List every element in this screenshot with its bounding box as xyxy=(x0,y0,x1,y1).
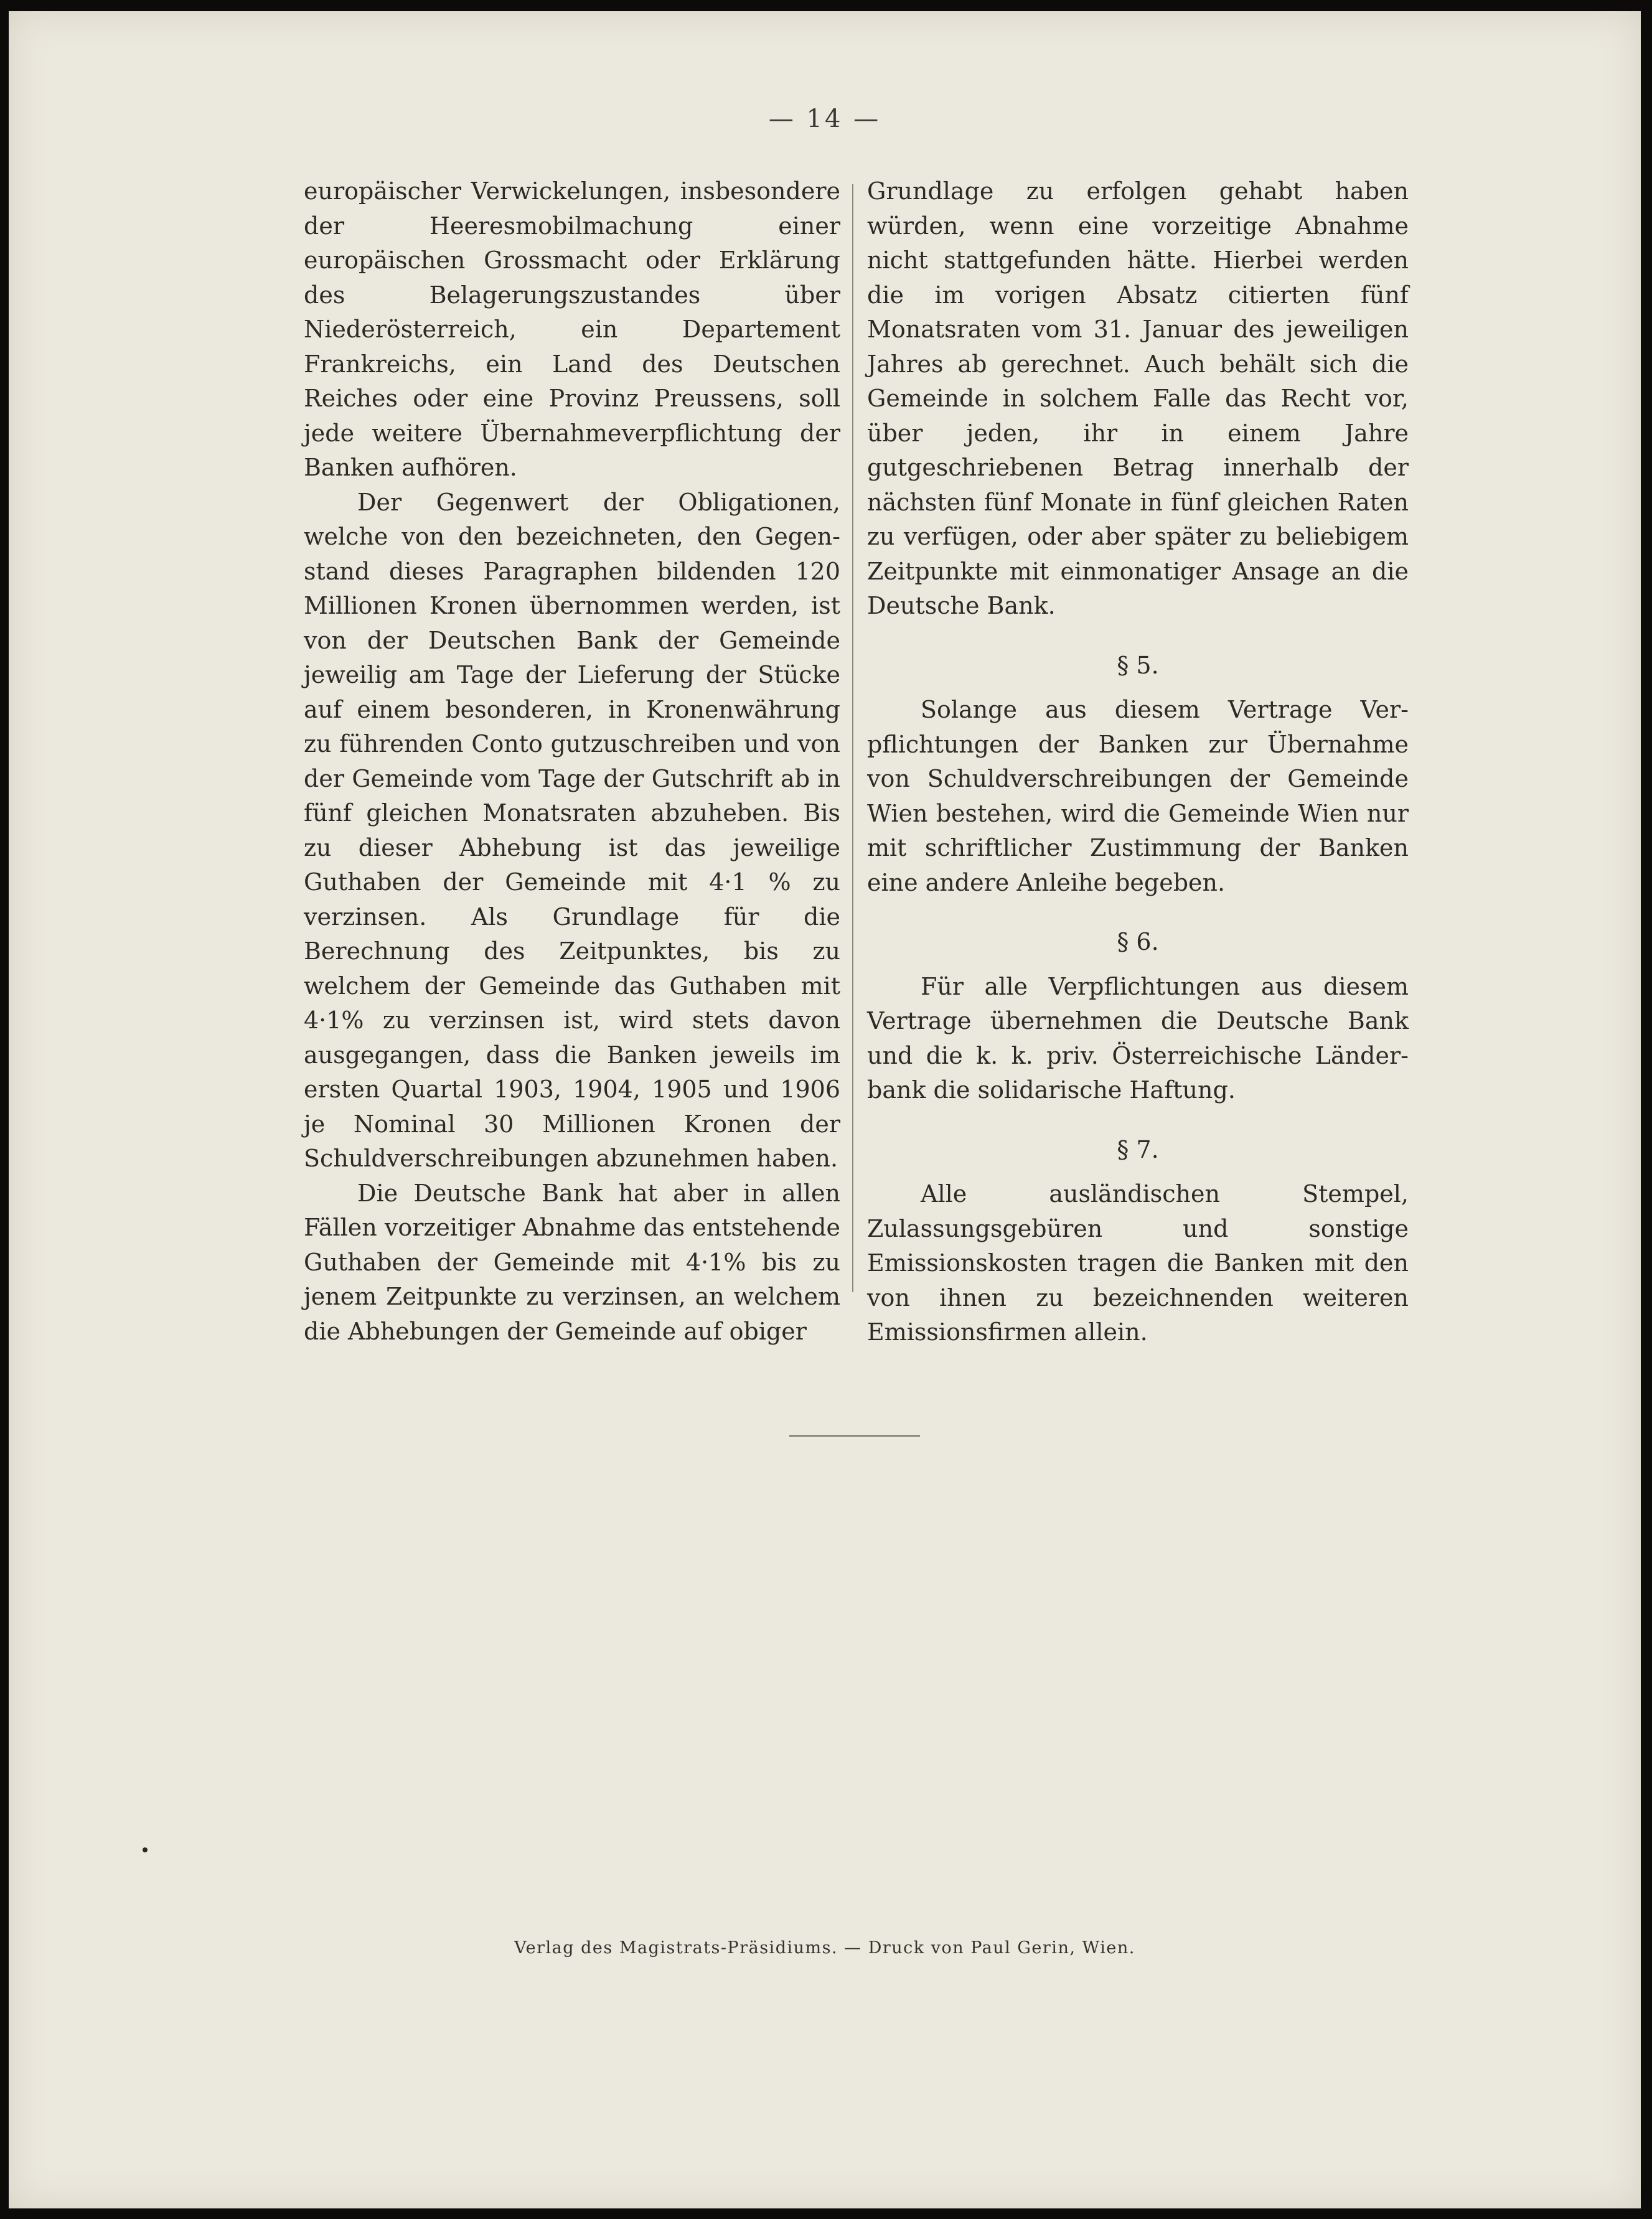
document-page xyxy=(9,11,1641,2208)
left-column xyxy=(304,174,840,1349)
section-7-text: Alle ausländischen Stempel, Zulassungsgebüren und sonstige Emissionskosten tragen die Banken mit den von ihnen zu bezeichnenden weiteren Emissionsfirmen allein. xyxy=(867,1180,1409,1346)
paragraph-early-acceptance: Die Deutsche Bank hat aber in allen Fällen vorzeitiger Abnahme das entstehende Guthaben der Gemeinde mit 4·1% bis zu jenem Zeitpunkte zu verzinsen, an welchem die Abhebungen der Gemeinde auf obiger xyxy=(304,1179,840,1345)
paragraph-obligation-proceeds: Der Gegenwert der Obligationen, welche von den bezeichneten, den Gegenstand dieses Paragraphen bildenden 120 Millionen Kronen übernommen werden, ist von der Deutschen Bank der Gemeinde jeweilig am Tage der Lieferung der Stücke auf einem besonderen, in Kronenwährung zu führenden Conto gutzuschreiben und von der Gemeinde vom Tage der Gutschrift ab in fünf gleichen Monatsraten abzuheben. Bis zu dieser Abhebung ist das jeweilige Guthaben der Gemeinde mit 4·1 % zu verzinsen. Als Grundlage für die Berechnung des Zeitpunktes, bis zu welchem der Gemeinde das Guthaben mit 4·1% zu verzinsen ist, wird stets davon ausgegangen, dass die Banken jeweils im ersten Quartal 1903, 1904, 1905 und 1906 je Nominal 30 Millionen Kronen der Schuldverschreibungen abzunehmen haben. xyxy=(304,488,840,1172)
section-6-heading: § 6. xyxy=(1117,928,1159,955)
paper-speck xyxy=(143,1847,148,1852)
section-7-heading: § 7. xyxy=(1117,1135,1159,1163)
right-column xyxy=(867,174,1409,1350)
publisher-imprint: Verlag des Magistrats-Präsidiums. — Druck von Paul Gerin, Wien. xyxy=(514,1938,1135,1958)
section-5-text: Solange aus diesem Vertrage Verpflichtungen der Banken zur Übernahme von Schuldverschreibungen der Gemeinde Wien bestehen, wird die Gemeinde Wien nur mit schriftlicher Zustimmung der Banken eine andere Anleihe begeben. xyxy=(867,696,1409,896)
end-separator-rule xyxy=(789,1435,920,1437)
paragraph-mobilization-clause: europäischer Verwickelungen, insbesondere der Heeresmobilmachung einer europäischen Grossmacht oder Erklärung des Belagerungszustandes über Niederösterreich, ein Departement Frankreichs, ein Land des Deutschen Reiches oder eine Provinz Preussens, soll jede weitere Übernahmeverpflichtung der Banken aufhören. xyxy=(304,177,840,481)
column-divider xyxy=(852,184,853,1292)
paragraph-continuation: Grundlage zu erfolgen gehabt haben würden, wenn eine vorzeitige Abnahme nicht stattgefunden hätte. Hierbei werden die im vorigen Absatz citierten fünf Monatsraten vom 31. Januar des jeweiligen Jahres ab gerechnet. Auch behält sich die Gemeinde in solchem Falle das Recht vor, über jeden, ihr in einem Jahre gutgeschriebenen Betrag innerhalb der nächsten fünf Monate in fünf gleichen Raten zu verfügen, oder aber später zu beliebigem Zeitpunkte mit einmonatiger Ansage an die Deutsche Bank. xyxy=(867,177,1409,619)
page-number: — 14 — xyxy=(768,105,881,133)
section-5-heading: § 5. xyxy=(1117,651,1159,679)
section-6-text: Für alle Verpflichtungen aus diesem Vertrage übernehmen die Deutsche Bank und die k. k. priv. Österreichische Länderbank die solidarische Haftung. xyxy=(867,972,1409,1104)
